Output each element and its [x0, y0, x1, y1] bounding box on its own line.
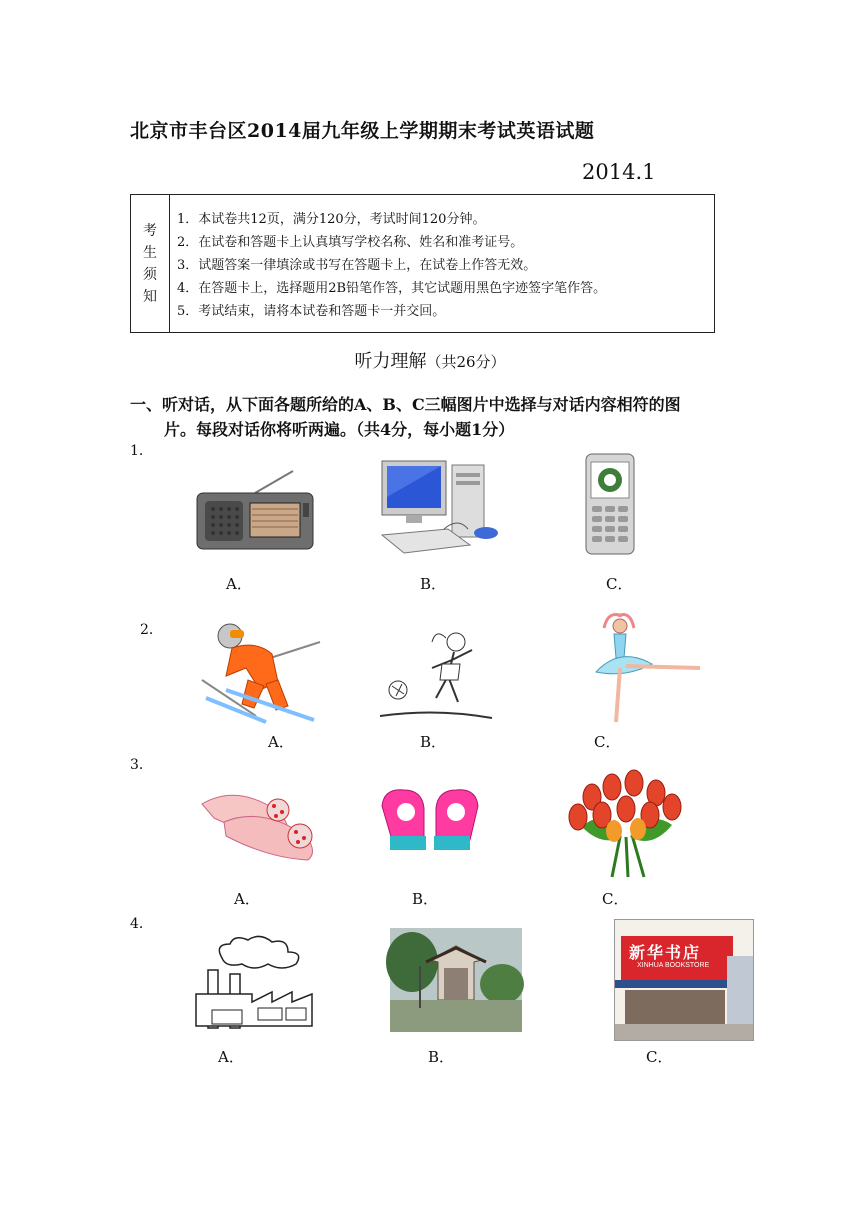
- option-label: B．: [412, 890, 439, 908]
- notice-header-char: 考: [143, 222, 157, 239]
- skier-icon: [196, 620, 322, 726]
- option-label: C．: [646, 1048, 673, 1066]
- option-label: A．: [226, 575, 252, 593]
- exam-date: 2014.1: [582, 160, 656, 184]
- question-number: 3．: [130, 757, 153, 773]
- factory-icon: [192, 934, 318, 1030]
- option-label: B．: [428, 1048, 455, 1066]
- instruction-line: 一、听对话，从下面各题所给的A、B、C三幅图片中选择与对话内容相符的图: [130, 395, 681, 414]
- notice-item: 1．本试卷共12页，满分120分，考试时间120分钟。: [177, 212, 486, 227]
- bookstore-sign-en: XINHUA BOOKSTORE: [637, 962, 710, 969]
- notice-item: 5．考试结束，请将本试卷和答题卡一并交回。: [177, 304, 446, 319]
- park-pavilion-icon: [390, 928, 522, 1032]
- bookstore-icon: [614, 919, 754, 1041]
- notice-list: [177, 208, 606, 323]
- question-number: 2．: [140, 622, 163, 638]
- section-title: 听力理解: [354, 351, 427, 372]
- page-title: 北京市丰台区2014届九年级上学期期末考试英语试题: [130, 120, 595, 142]
- computer-icon: [378, 457, 508, 559]
- option-label: B．: [420, 733, 447, 751]
- question-instruction: [130, 392, 740, 442]
- notice-header-char: 生: [143, 244, 157, 261]
- flowers-icon: [562, 767, 690, 879]
- notice-item: 2．在试卷和答题卡上认真填写学校名称、姓名和准考证号。: [177, 235, 524, 250]
- soccer-girl-icon: [376, 628, 494, 724]
- instruction-line: 片。每段对话你将听两遍。（共4分，每小题1分）: [164, 420, 515, 439]
- mittens-icon: [378, 786, 482, 856]
- option-label: C．: [594, 733, 621, 751]
- notice-header-char: 须: [143, 266, 157, 283]
- notice-header: [131, 195, 170, 332]
- option-label: C．: [606, 575, 633, 593]
- notice-header-char: 知: [143, 288, 157, 305]
- notice-item: 4．在答题卡上，选择题用2B铅笔作答，其它试题用黑色字迹签字笔作答。: [177, 281, 607, 296]
- option-label: A．: [268, 733, 294, 751]
- option-label: C．: [602, 890, 629, 908]
- section-score: （共26分）: [426, 353, 506, 371]
- option-label: A．: [234, 890, 260, 908]
- bookstore-sign-cn: 新华书店: [629, 943, 702, 962]
- section-heading: [0, 347, 860, 373]
- question-number: 4．: [130, 916, 153, 932]
- option-label: B．: [420, 575, 447, 593]
- mobile-phone-icon: [584, 452, 636, 556]
- ballerina-icon: [582, 608, 706, 730]
- radio-icon: [195, 465, 317, 553]
- notice-box: [130, 194, 715, 333]
- shoes-icon: [196, 766, 322, 866]
- option-label: A．: [218, 1048, 244, 1066]
- notice-item: 3．试题答案一律填涂或书写在答题卡上，在试卷上作答无效。: [177, 258, 537, 273]
- question-number: 1．: [130, 443, 153, 459]
